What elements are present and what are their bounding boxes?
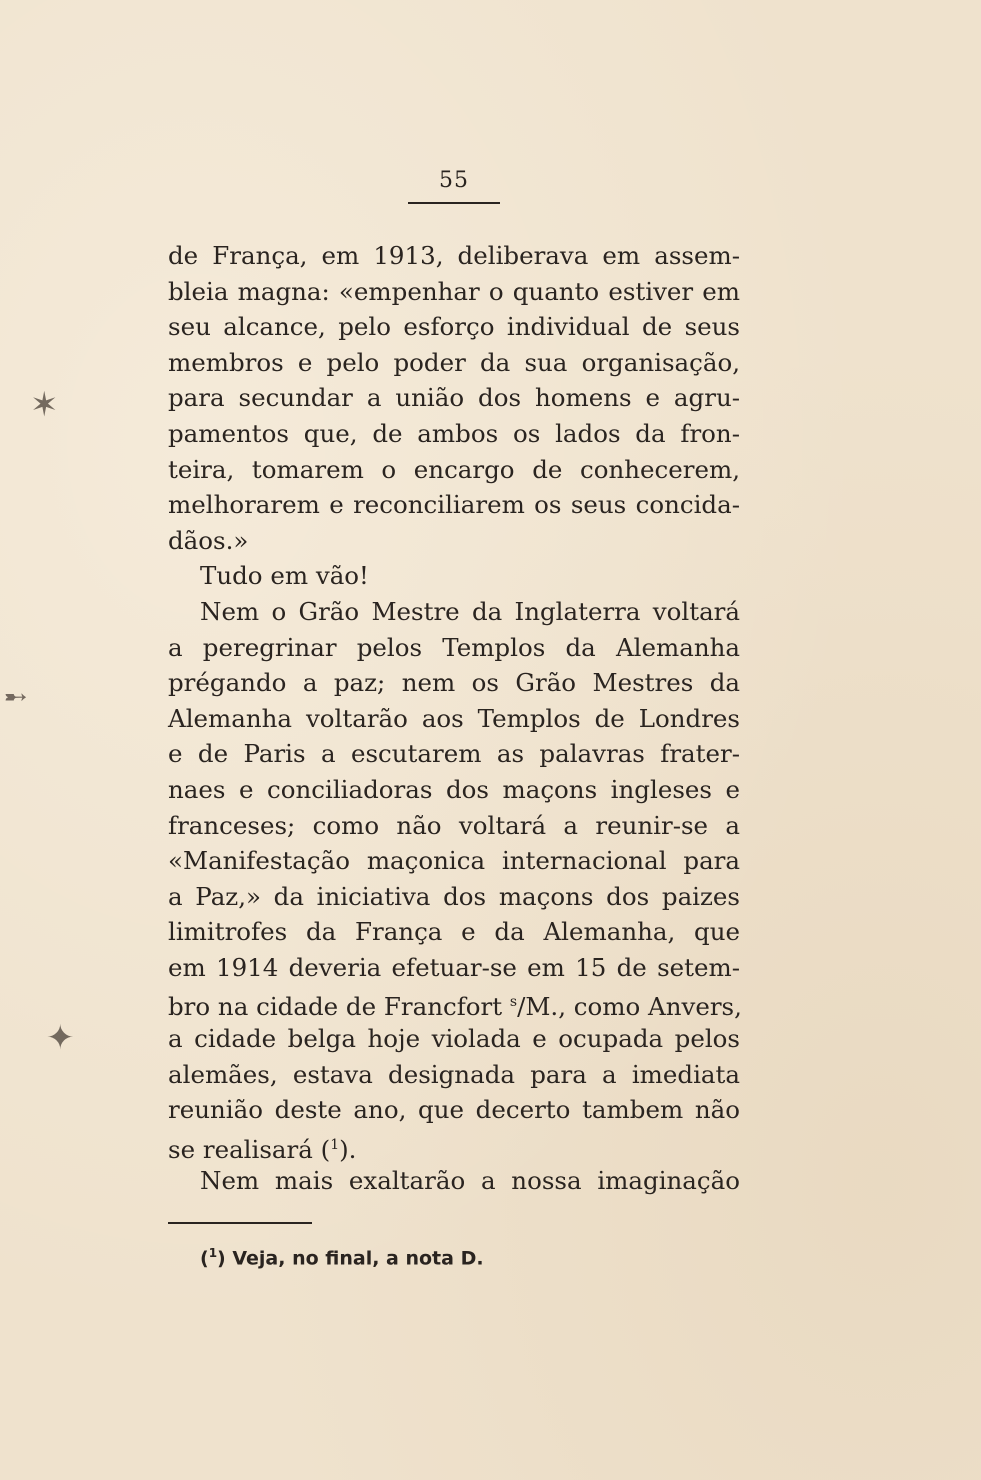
footnote-text: ) Veja, no final, a nota D. [217, 1247, 484, 1270]
text-line-footnote-ref [168, 1128, 740, 1164]
text-line: Tudo em vão! [200, 561, 369, 591]
text-line: alemães, estava designada para a imediata [168, 1059, 740, 1089]
text-segment: /M., como Anvers, [517, 992, 742, 1022]
text-line: naes e conciliadoras dos maçons ingleses e [168, 774, 740, 804]
page-number-rule [408, 202, 500, 204]
footnote-rule [168, 1222, 312, 1224]
text-line: limitrofes da França e da Alemanha, que [168, 917, 740, 947]
text-line: seu alcance, pelo esforço individual de seus [168, 312, 740, 342]
ink-mark-icon: ➸ [4, 680, 28, 713]
text-line: dãos.» [168, 525, 249, 555]
footnote-ref: 1 [330, 1136, 340, 1153]
text-line: e de Paris a escutarem as palavras frater- [168, 739, 740, 769]
text-line: «Manifestação maçonica internacional para [168, 846, 740, 876]
text-line: prégando a paz; nem os Grão Mestres da [168, 668, 740, 698]
text-line: Nem mais exaltarão a nossa imaginação [200, 1166, 740, 1196]
text-line: Alemanha voltarão aos Templos de Londres [168, 703, 740, 733]
text-line: melhorarem e reconciliarem os seus concida- [168, 490, 740, 520]
text-line: franceses; como não voltará a reunir-se a [168, 810, 740, 840]
text-line: para secundar a união dos homens e agru- [168, 383, 740, 413]
body-text [168, 238, 740, 1199]
text-line: teira, tomarem o encargo de conhecerem, [168, 454, 740, 484]
footnote-open: ( [200, 1247, 209, 1270]
page-number: 55 [439, 168, 469, 193]
text-line: de França, em 1913, deliberava em assem- [168, 241, 740, 270]
text-line: pamentos que, de ambos os lados da fron- [168, 418, 740, 448]
ink-mark-icon: ✦ [46, 1018, 75, 1058]
text-segment: ). [339, 1135, 357, 1164]
text-line: bleia magna: «empenhar o quanto estiver em [168, 276, 740, 306]
text-line: a Paz,» da iniciativa dos maçons dos paizes [168, 881, 740, 911]
text-line: a cidade belga hoje violada e ocupada pelos [168, 1024, 740, 1054]
text-line: a peregrinar pelos Templos da Alemanha [168, 632, 740, 662]
footnote-marker: 1 [208, 1246, 218, 1260]
superscript: s [509, 994, 518, 1011]
text-line: reunião deste ano, que decerto tambem não [168, 1095, 740, 1125]
footnote [200, 1238, 484, 1273]
ink-mark-icon: ✶ [30, 385, 59, 425]
text-segment: se realisará ( [168, 1135, 331, 1164]
text-line-francfort [168, 985, 740, 1021]
text-line: em 1914 deveria efetuar-se em 15 de setem- [168, 952, 740, 982]
text-segment: bro na cidade de Francfort [168, 992, 510, 1022]
text-line: Nem o Grão Mestre da Inglaterra voltará [200, 596, 740, 626]
text-line: membros e pelo poder da sua organisação, [168, 347, 740, 377]
